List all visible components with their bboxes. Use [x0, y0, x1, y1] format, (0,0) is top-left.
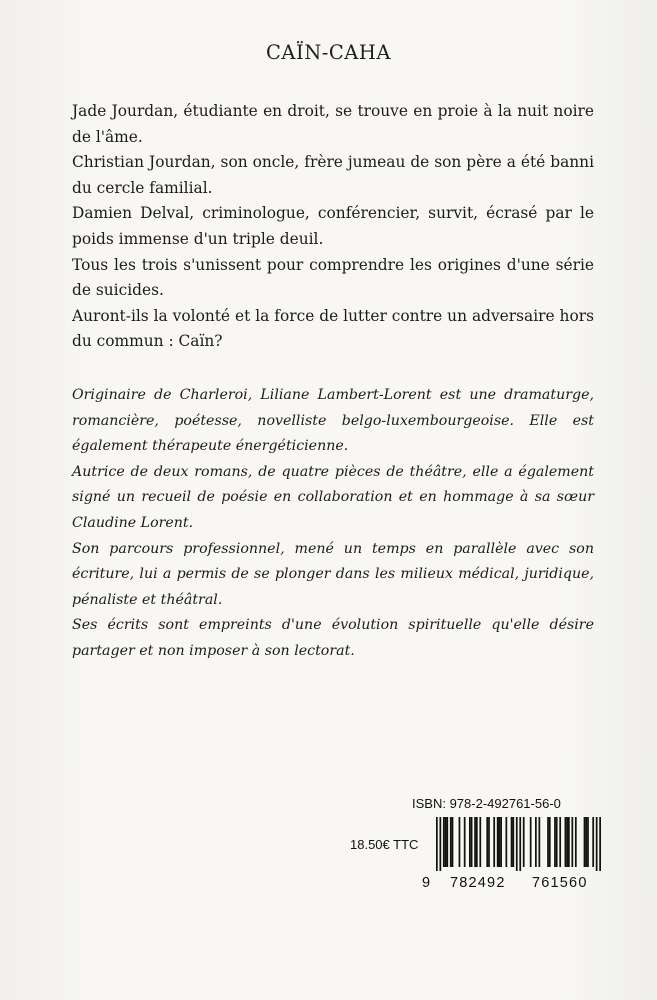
barcode-bar: [535, 817, 537, 867]
barcode-bar: [469, 817, 471, 867]
barcode-bar: [565, 817, 567, 867]
barcode-bar: [464, 817, 466, 867]
bio-paragraph: Son parcours professionnel, mené un temps en parallèle avec son écriture, lui a permis de se plonger dans les milieux médical, juridique, pénaliste et théâtral.: [72, 540, 594, 608]
barcode-bar: [443, 817, 445, 867]
barcode-bar: [559, 817, 561, 867]
barcode-bar: [452, 817, 454, 867]
synopsis-line: Auront-ils la volonté et la force de lutter contre un adversaire hors du commun : Caïn?: [72, 306, 594, 351]
barcode-bar: [479, 817, 481, 867]
isbn-label: ISBN: 978-2-492761-56-0: [412, 796, 561, 811]
barcode-bar: [556, 817, 558, 867]
barcode-bar: [585, 817, 587, 867]
barcode-digits-left: 782492: [450, 875, 506, 891]
synopsis-line: Tous les trois s'unissent pour comprendre les origines d'une série de suicides.: [72, 255, 594, 300]
barcode-bar: [587, 817, 589, 867]
barcode-bar: [519, 817, 521, 871]
barcode-bar: [575, 817, 577, 867]
barcode-bar: [523, 817, 525, 867]
barcode-bar: [571, 817, 573, 867]
barcode-bar: [511, 817, 513, 867]
bio-paragraph: Originaire de Charleroi, Liliane Lambert-Lorent est une dramaturge, romancière, poétesse, novelliste belgo-luxembourgeoise. Elle est également thérapeute énergéticienne.: [72, 387, 594, 455]
barcode-bar: [596, 817, 598, 871]
barcode-bar: [505, 817, 507, 867]
price-label: 18.50€ TTC: [350, 837, 419, 852]
barcode-bar: [549, 817, 551, 867]
barcode-bar: [512, 817, 514, 867]
synopsis-line: Damien Delval, criminologue, conférencier, survit, écrasé par le poids immense d'un triple deuil.: [72, 204, 594, 248]
barcode-bar: [493, 817, 495, 867]
barcode-bar: [568, 817, 570, 867]
author-bio: [72, 383, 594, 665]
synopsis: [72, 99, 594, 355]
barcode: [436, 817, 601, 871]
barcode-bar: [599, 817, 601, 871]
barcode-bar: [592, 817, 594, 867]
barcode-bar: [436, 817, 438, 871]
barcode-bar: [566, 817, 568, 867]
bio-paragraph: Ses écrits sont empreints d'une évolution spirituelle qu'elle désire partager et non imposer à son lectorat.: [72, 617, 594, 659]
barcode-bar: [459, 817, 461, 867]
barcode-bar: [516, 817, 518, 871]
barcode-bar: [450, 817, 452, 867]
barcode-bar: [500, 817, 502, 867]
barcode-digits-right: 761560: [532, 875, 588, 891]
barcode-bar: [488, 817, 490, 867]
bio-paragraph: Autrice de deux romans, de quatre pièces de théâtre, elle a également signé un recueil de poésie en collaboration et en hommage à sa sœur Claudine Lorent.: [72, 463, 594, 531]
barcode-bar: [584, 817, 586, 867]
book-title: CAÏN-CAHA: [266, 41, 391, 64]
barcode-bar: [538, 817, 540, 867]
synopsis-line: Jade Jourdan, étudiante en droit, se trouve en proie à la nuit noire de l'âme.: [72, 102, 594, 146]
barcode-bar: [471, 817, 473, 867]
barcode-bar: [547, 817, 549, 867]
barcode-bar: [530, 817, 532, 867]
barcode-bar: [474, 817, 476, 867]
barcode-bar: [499, 817, 501, 867]
barcode-digit-first: 9: [422, 875, 431, 891]
barcode-bar: [445, 817, 447, 867]
barcode-bar: [486, 817, 488, 867]
barcode-bar: [439, 817, 441, 871]
barcode-bar: [476, 817, 478, 867]
barcode-bar: [446, 817, 448, 867]
barcode-digits: [422, 875, 608, 895]
barcode-bar: [497, 817, 499, 867]
barcode-bar: [554, 817, 556, 867]
synopsis-line: Christian Jourdan, son oncle, frère jumeau de son père a été banni du cercle familial.: [72, 153, 594, 197]
